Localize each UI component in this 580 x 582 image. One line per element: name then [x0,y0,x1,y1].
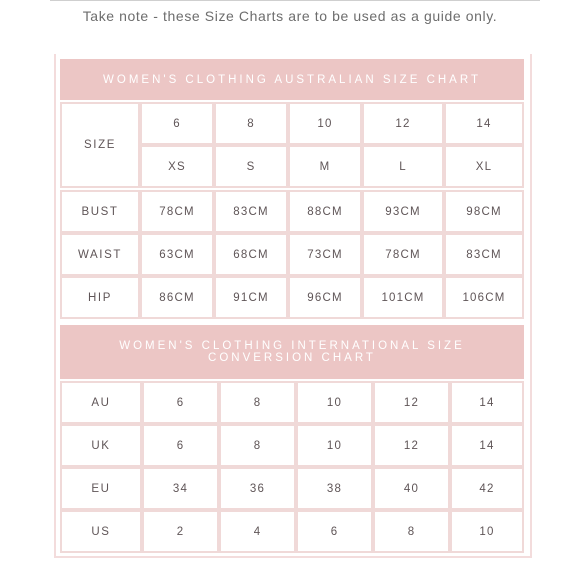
bust-value-cell: 78CM [140,190,214,233]
waist-value-cell: 63CM [140,233,214,276]
us-value-cell: 8 [373,510,450,553]
bust-value-cell: 88CM [288,190,362,233]
bust-label: BUST [60,190,140,233]
hip-value-cell: 86CM [140,276,214,319]
size-letter-cell: S [214,145,288,188]
hip-label: HIP [60,276,140,319]
bottom-divider [54,556,532,582]
au-value-cell: 6 [142,381,219,424]
waist-value-cell: 73CM [288,233,362,276]
us-value-cell: 4 [219,510,296,553]
top-divider [50,0,540,5]
uk-value-cell: 12 [373,424,450,467]
size-letter-cell: L [362,145,444,188]
bust-value-cell: 93CM [362,190,444,233]
hip-value-cell: 101CM [362,276,444,319]
au-value-cell: 10 [296,381,373,424]
waist-value-cell: 83CM [444,233,524,276]
australian-chart-title: WOMEN'S CLOTHING AUSTRALIAN SIZE CHART [60,59,524,100]
guide-note: Take note - these Size Charts are to be used as a guide only. [82,8,498,24]
size-letter-cell: M [288,145,362,188]
eu-value-cell: 34 [142,467,219,510]
uk-label: UK [60,424,142,467]
waist-value-cell: 68CM [214,233,288,276]
australian-size-chart [54,54,532,320]
us-value-cell: 6 [296,510,373,553]
au-value-cell: 12 [373,381,450,424]
us-value-cell: 10 [450,510,524,553]
size-number-cell: 12 [362,102,444,145]
eu-label: EU [60,467,142,510]
au-value-cell: 8 [219,381,296,424]
size-number-cell: 6 [140,102,214,145]
eu-value-cell: 40 [373,467,450,510]
uk-value-cell: 10 [296,424,373,467]
au-value-cell: 14 [450,381,524,424]
international-chart-title: WOMEN'S CLOTHING INTERNATIONAL SIZE CONVERSION CHART [60,325,524,379]
size-number-cell: 10 [288,102,362,145]
us-label: US [60,510,142,553]
hip-value-cell: 96CM [288,276,362,319]
uk-value-cell: 14 [450,424,524,467]
size-number-cell: 8 [214,102,288,145]
eu-value-cell: 38 [296,467,373,510]
us-value-cell: 2 [142,510,219,553]
waist-value-cell: 78CM [362,233,444,276]
hip-value-cell: 106CM [444,276,524,319]
uk-value-cell: 6 [142,424,219,467]
size-label: SIZE [60,102,140,188]
uk-value-cell: 8 [219,424,296,467]
bust-value-cell: 98CM [444,190,524,233]
bust-value-cell: 83CM [214,190,288,233]
eu-value-cell: 42 [450,467,524,510]
size-letter-cell: XS [140,145,214,188]
size-letter-cell: XL [444,145,524,188]
hip-value-cell: 91CM [214,276,288,319]
waist-label: WAIST [60,233,140,276]
size-number-cell: 14 [444,102,524,145]
international-size-chart [54,320,532,556]
eu-value-cell: 36 [219,467,296,510]
au-label: AU [60,381,142,424]
